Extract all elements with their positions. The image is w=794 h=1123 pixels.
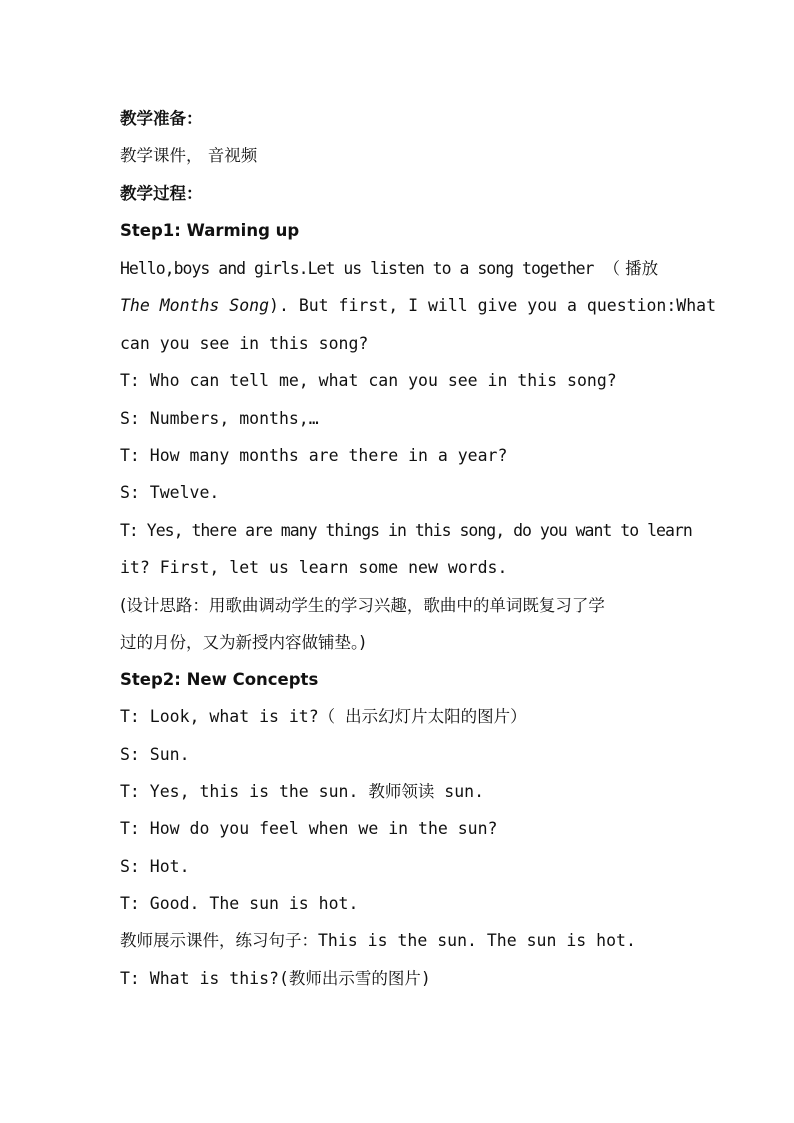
dialogue-line: T: Yes, there are many things in this song, do you want to learn	[120, 521, 692, 540]
paragraph-line	[120, 295, 717, 317]
paragraph-line: can you see in this song?	[120, 334, 369, 353]
dialogue-line: S: Numbers, months,…	[120, 409, 319, 428]
step2-title: Step2: New Concepts	[120, 670, 319, 689]
design-note: 过的月份，又为新授内容做铺垫。)	[120, 633, 366, 652]
song-title: The Months Song	[120, 296, 270, 315]
dialogue-line: T: Who can tell me, what can you see in this song?	[120, 371, 617, 390]
dialogue-line: T: Yes, this is the sun. 教师领读 sun.	[120, 782, 485, 801]
prep-items: 教学课件， 音视频	[120, 146, 258, 165]
dialogue-line: T: What is this?(教师出示雪的图片)	[120, 969, 431, 988]
heading-teaching-process: 教学过程：	[120, 184, 203, 203]
dialogue-line: it? First, let us learn some new words.	[120, 558, 508, 577]
dialogue-line: S: Hot.	[120, 857, 190, 876]
text-span: Hello,boys and girls.Let us listen to a song together	[120, 259, 594, 278]
paragraph-line	[120, 258, 690, 280]
heading-teaching-preparation: 教学准备：	[120, 109, 203, 128]
step1-title: Step1: Warming up	[120, 221, 300, 240]
text-span: （ 播放	[603, 259, 659, 278]
dialogue-line: T: How do you feel when we in the sun?	[120, 819, 498, 838]
dialogue-line: T: Look, what is it?（ 出示幻灯片太阳的图片）	[120, 707, 527, 726]
dialogue-line: 教师展示课件，练习句子：This is the sun. The sun is hot.	[120, 931, 636, 950]
dialogue-line: S: Twelve.	[120, 483, 220, 502]
dialogue-line: S: Sun.	[120, 745, 190, 764]
dialogue-line: T: How many months are there in a year?	[120, 446, 508, 465]
text-span: ). But first, I will give you a question:What	[269, 296, 717, 315]
dialogue-line: T: Good. The sun is hot.	[120, 894, 359, 913]
design-note: (设计思路：用歌曲调动学生的学习兴趣，歌曲中的单词既复习了学	[120, 596, 605, 615]
